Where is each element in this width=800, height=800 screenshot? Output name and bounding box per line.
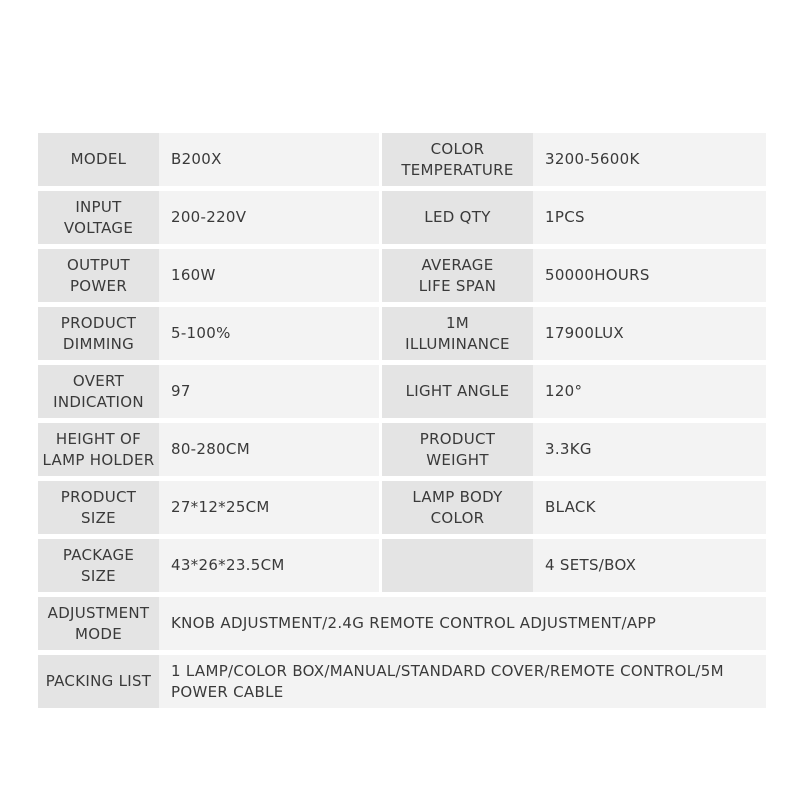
spec-value: BLACK [533, 481, 766, 534]
spec-label: LIGHT ANGLE [382, 365, 533, 418]
spec-label: PACKING LIST [38, 655, 159, 708]
spec-row-product-dimming [38, 307, 766, 360]
spec-label: PACKAGE SIZE [38, 539, 159, 592]
spec-label: MODEL [38, 133, 159, 186]
spec-label: COLOR TEMPERATURE [382, 133, 533, 186]
spec-label: LAMP BODY COLOR [382, 481, 533, 534]
spec-row-package-size [38, 539, 766, 592]
spec-value: 4 SETS/BOX [533, 539, 766, 592]
spec-value: 97 [159, 365, 379, 418]
spec-row-output-power [38, 249, 766, 302]
spec-row-model [38, 133, 766, 186]
spec-value: 1 LAMP/COLOR BOX/MANUAL/STANDARD COVER/REMOTE CONTROL/5M POWER CABLE [159, 655, 766, 708]
spec-value: 160W [159, 249, 379, 302]
spec-label: PRODUCT WEIGHT [382, 423, 533, 476]
spec-value: KNOB ADJUSTMENT/2.4G REMOTE CONTROL ADJUSTMENT/APP [159, 597, 766, 650]
spec-value: 120° [533, 365, 766, 418]
spec-row-height-of-lamp-holder [38, 423, 766, 476]
spec-value: 27*12*25CM [159, 481, 379, 534]
spec-value: 50000HOURS [533, 249, 766, 302]
spec-value: 5-100% [159, 307, 379, 360]
spec-value: B200X [159, 133, 379, 186]
spec-label: PRODUCT DIMMING [38, 307, 159, 360]
spec-label: OUTPUT POWER [38, 249, 159, 302]
spec-value: 43*26*23.5CM [159, 539, 379, 592]
spec-label: HEIGHT OF LAMP HOLDER [38, 423, 159, 476]
spec-row-packing-list [38, 655, 766, 708]
spec-value: 17900LUX [533, 307, 766, 360]
spec-label: INPUT VOLTAGE [38, 191, 159, 244]
spec-value: 3200-5600K [533, 133, 766, 186]
spec-label: OVERT INDICATION [38, 365, 159, 418]
spec-row-input-voltage [38, 191, 766, 244]
spec-label: LED QTY [382, 191, 533, 244]
spec-value: 80-280CM [159, 423, 379, 476]
spec-row-product-size [38, 481, 766, 534]
spec-label: PRODUCT SIZE [38, 481, 159, 534]
spec-row-overt-indication [38, 365, 766, 418]
spec-label [382, 539, 533, 592]
spec-table [38, 133, 766, 708]
spec-label: 1M ILLUMINANCE [382, 307, 533, 360]
spec-value: 200-220V [159, 191, 379, 244]
spec-value: 1PCS [533, 191, 766, 244]
spec-label: ADJUSTMENT MODE [38, 597, 159, 650]
spec-label: AVERAGE LIFE SPAN [382, 249, 533, 302]
spec-value: 3.3KG [533, 423, 766, 476]
spec-row-adjustment-mode [38, 597, 766, 650]
